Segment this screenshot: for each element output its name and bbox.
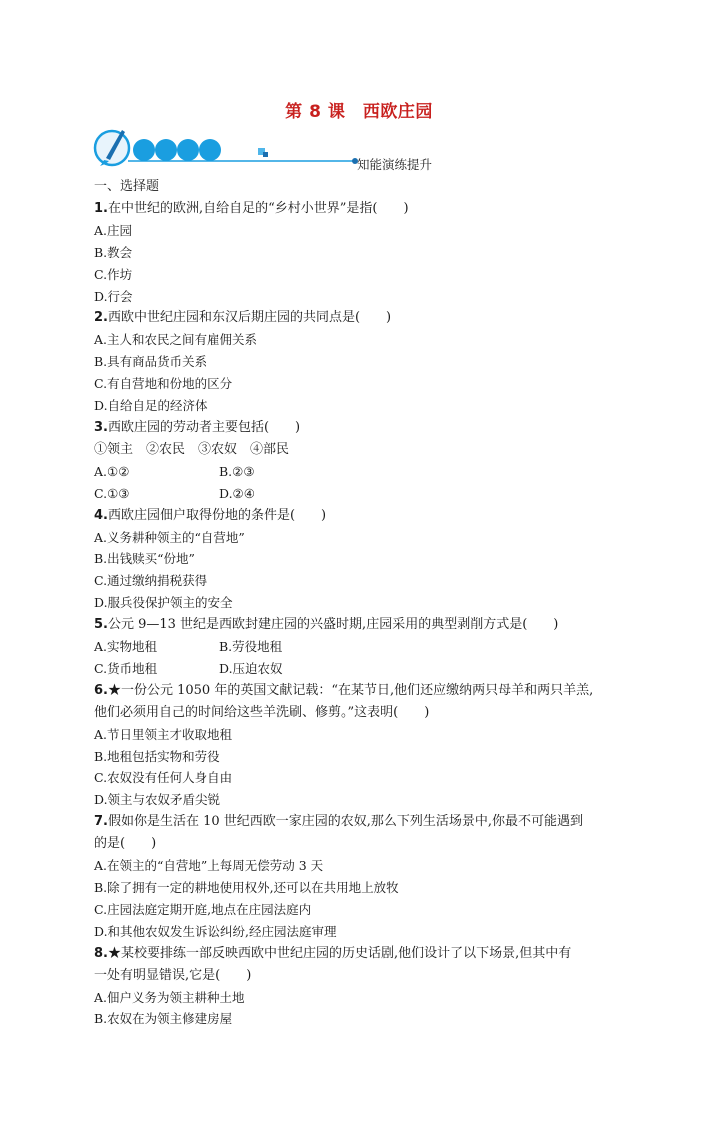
option: B.出钱赎买“份地” <box>94 551 195 567</box>
question-stem: 7.假如你是生活在 10 世纪西欧一家庄园的农奴,那么下列生活场景中,你最不可能遇到 <box>94 814 584 830</box>
question-stem: 5.公元 9—13 世纪是西欧封建庄园的兴盛时期,庄园采用的典型剥削方式是( ) <box>94 617 559 633</box>
banner-dot <box>133 139 155 161</box>
option: A.庄园 <box>94 222 133 238</box>
section-heading: 一、选择题 <box>94 179 160 194</box>
question-list <box>94 176 634 1030</box>
option-row <box>94 636 634 658</box>
option: B.农奴在为领主修建房屋 <box>94 1011 233 1027</box>
option: B.具有商品货币关系 <box>94 354 208 370</box>
banner-label: 知能演练提升 <box>357 157 433 172</box>
option-row <box>94 461 634 483</box>
option: C.①③ <box>94 485 130 501</box>
option: C.农奴没有任何人身自由 <box>94 770 233 786</box>
option: D.②④ <box>219 485 255 501</box>
option: C.通过缴纳捐税获得 <box>94 573 208 589</box>
question-stem: 6.★一份公元 1050 年的英国文献记载：“在某节日,他们还应缴纳两只母羊和两只羊羔, <box>94 682 594 698</box>
question-stem: 4.西欧庄园佃户取得份地的条件是( ) <box>94 507 327 523</box>
option: B.劳役地租 <box>219 639 283 655</box>
question-stem: 8.★某校要排练一部反映西欧中世纪庄园的历史话剧,他们设计了以下场景,但其中有 <box>94 945 572 961</box>
option: A.节日里领主才收取地租 <box>94 726 233 742</box>
option-row <box>94 658 634 680</box>
option: B.除了拥有一定的耕地使用权外,还可以在共用地上放牧 <box>94 880 399 895</box>
question-extra: ①领主 ②农民 ③农奴 ④部民 <box>94 441 290 457</box>
question-stem: 1.在中世纪的欧洲,自给自足的“乡村小世界”是指( ) <box>94 200 409 216</box>
option: A.①② <box>94 463 130 479</box>
option: C.货币地租 <box>94 660 158 676</box>
option: D.服兵役保护领主的安全 <box>94 595 233 611</box>
question-stem-cont: 他们必须用自己的时间给这些羊洗刷、修剪。”这表明( ) <box>94 704 430 720</box>
question-stem: 3.西欧庄园的劳动者主要包括( ) <box>94 419 301 435</box>
banner-dot <box>155 139 177 161</box>
option: D.压迫农奴 <box>219 660 283 676</box>
option: A.佃户义务为领主耕种土地 <box>94 989 245 1005</box>
option: D.自给自足的经济体 <box>94 398 208 414</box>
option: C.有自营地和份地的区分 <box>94 376 233 392</box>
option: D.领主与农奴矛盾尖锐 <box>94 792 221 808</box>
option: C.庄园法庭定期开庭,地点在庄园法庭内 <box>94 901 312 917</box>
banner-dot <box>177 139 199 161</box>
question-stem-cont: 的是( ) <box>94 836 157 852</box>
question-stem-cont: 一处有明显错误,它是( ) <box>94 967 252 983</box>
option: A.实物地租 <box>94 639 158 655</box>
option: C.作坊 <box>94 266 133 282</box>
option: D.和其他农奴发生诉讼纠纷,经庄园法庭审理 <box>94 923 337 939</box>
option: B.地租包括实物和劳役 <box>94 748 220 764</box>
banner-dot <box>199 139 221 161</box>
option: A.义务耕种领主的“自营地” <box>94 529 245 545</box>
option-row <box>94 483 634 505</box>
option: A.在领主的“自营地”上每周无偿劳动 3 天 <box>94 858 324 874</box>
question-stem: 2.西欧中世纪庄园和东汉后期庄园的共同点是( ) <box>94 310 392 326</box>
option: A.主人和农民之间有雇佣关系 <box>94 332 258 348</box>
option: D.行会 <box>94 288 133 304</box>
option: B.教会 <box>94 244 133 260</box>
option: B.②③ <box>219 463 255 479</box>
page-title: 第 8 课 西欧庄园 <box>285 102 433 122</box>
